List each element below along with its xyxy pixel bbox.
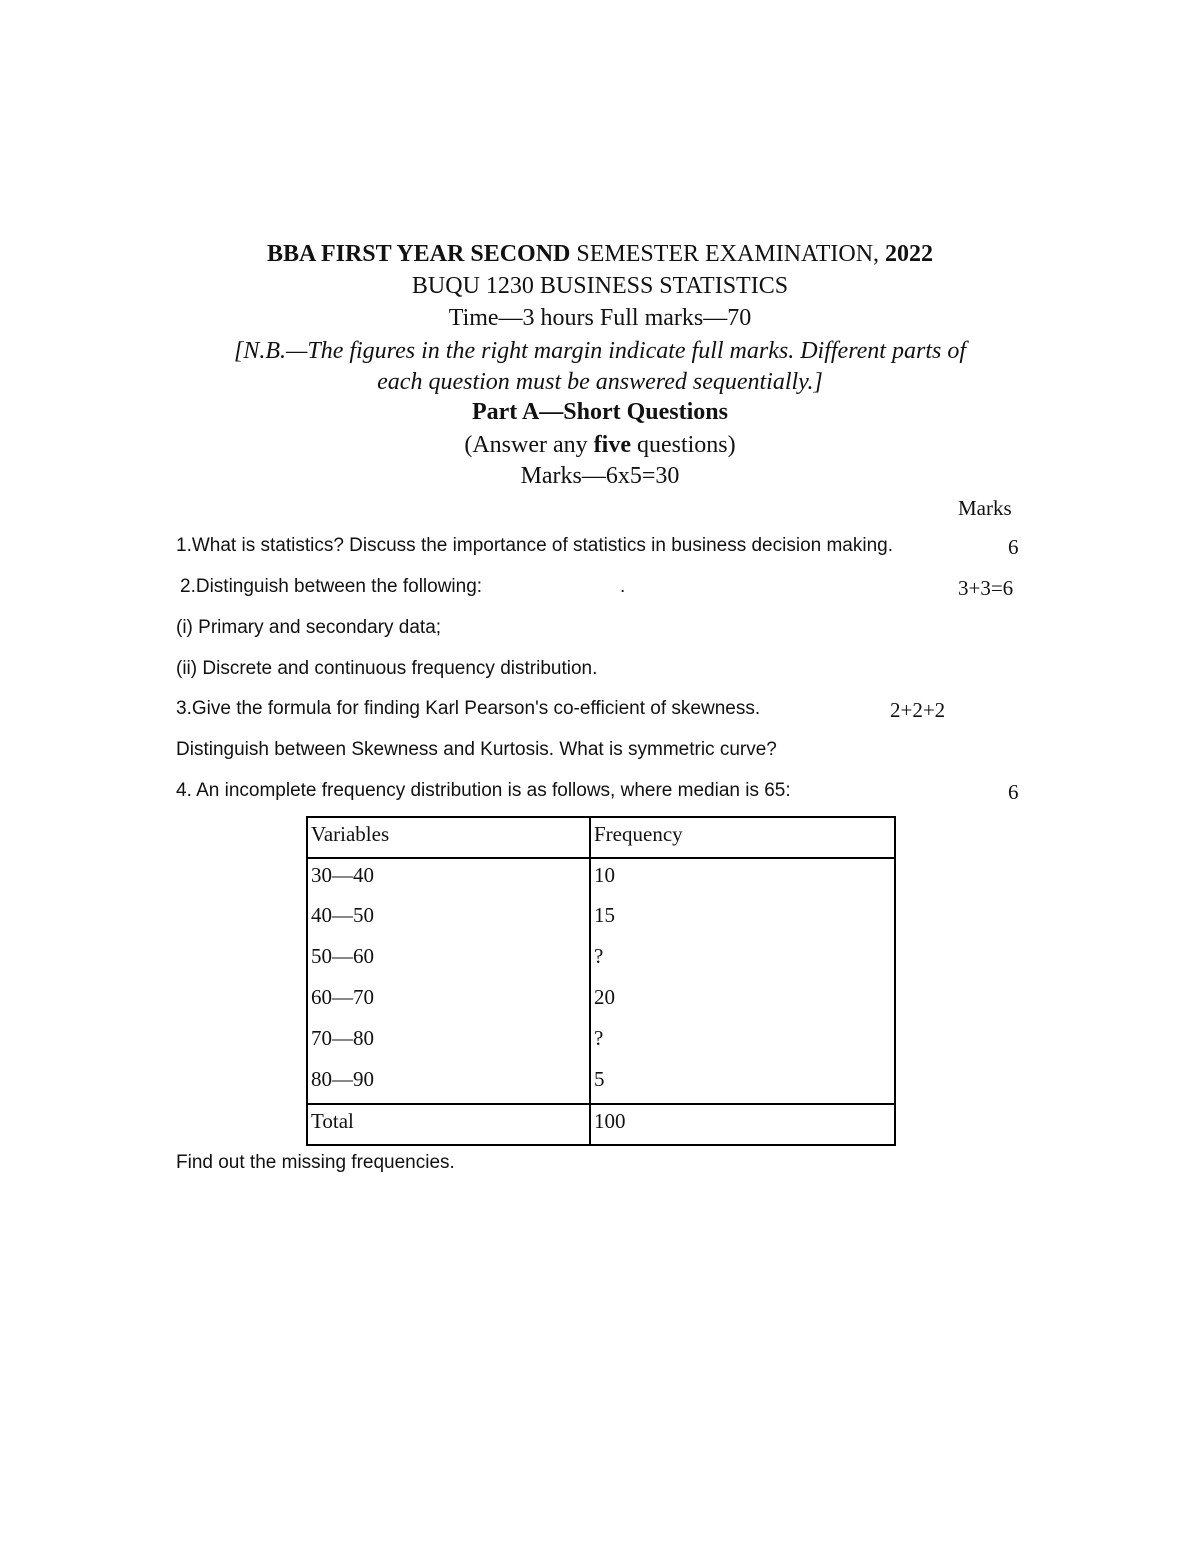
- question-2: 2.Distinguish between the following:: [180, 576, 483, 597]
- table-total-row: [307, 1104, 895, 1145]
- table-cell-variable: 50—60: [307, 940, 590, 981]
- question-3: 3.Give the formula for finding Karl Pearson's co-efficient of skewness.: [176, 698, 761, 719]
- answer-post: questions): [630, 432, 736, 458]
- table-cell-frequency: ?: [590, 1022, 895, 1063]
- part-heading: Part A—Short Questions: [471, 399, 728, 425]
- table-cell-frequency: 5: [590, 1063, 895, 1104]
- question-1-marks: 6: [1008, 535, 1019, 559]
- question-2-sub-2: (ii) Discrete and continuous frequency distribution.: [176, 658, 598, 679]
- table-header-variables: Variables: [307, 817, 590, 858]
- table-total-label: Total: [307, 1104, 590, 1145]
- table-cell-variable: 70—80: [307, 1022, 590, 1063]
- marks-total: Marks—6x5=30: [520, 463, 680, 489]
- table-cell-variable: 60—70: [307, 981, 590, 1022]
- table-cell-variable: 80—90: [307, 1063, 590, 1104]
- question-2-dot: .: [620, 576, 626, 597]
- marks-heading: Marks: [958, 496, 1012, 520]
- course-title: BUQU 1230 BUSINESS STATISTICS: [411, 273, 789, 299]
- question-3-line-2: Distinguish between Skewness and Kurtosis. What is symmetric curve?: [176, 739, 777, 760]
- answer-bold: five: [593, 432, 631, 458]
- table-cell-variable: 40—50: [307, 899, 590, 940]
- question-4-marks: 6: [1008, 780, 1019, 804]
- exam-title-plain: SEMESTER EXAMINATION,: [570, 241, 886, 267]
- table-row: [307, 1063, 895, 1104]
- table-row: [307, 981, 895, 1022]
- time-marks: Time—3 hours Full marks—70: [448, 305, 752, 331]
- table-header-frequency: Frequency: [590, 817, 895, 858]
- table-cell-frequency: ?: [590, 940, 895, 981]
- table-total-value: 100: [590, 1104, 895, 1145]
- table-cell-variable: 30—40: [307, 858, 590, 899]
- question-2-marks: 3+3=6: [958, 576, 1014, 600]
- question-4-footer: Find out the missing frequencies.: [176, 1152, 455, 1173]
- table-row: [307, 940, 895, 981]
- nb-note-line-2: each question must be answered sequentially.]: [377, 369, 823, 395]
- table-header-row: [307, 817, 895, 858]
- exam-title: [0, 241, 1200, 268]
- table-cell-frequency: 15: [590, 899, 895, 940]
- exam-title-bold-1: BBA FIRST YEAR SECOND: [266, 241, 571, 267]
- table-row: [307, 1022, 895, 1063]
- question-2-sub-1: (i) Primary and secondary data;: [176, 617, 442, 638]
- nb-note-line-1: [N.B.—The figures in the right margin indicate full marks. Different parts of: [234, 338, 966, 364]
- table-cell-frequency: 10: [590, 858, 895, 899]
- question-3-marks: 2+2+2: [890, 698, 946, 722]
- answer-pre: (Answer any: [464, 432, 594, 458]
- table-row: [307, 858, 895, 899]
- question-1: 1.What is statistics? Discuss the importance of statistics in business decision making.: [176, 535, 894, 556]
- frequency-table: [306, 816, 896, 1146]
- table-row: [307, 899, 895, 940]
- table-cell-frequency: 20: [590, 981, 895, 1022]
- question-4: 4. An incomplete frequency distribution is as follows, where median is 65:: [176, 780, 791, 801]
- exam-title-bold-2: 2022: [885, 241, 934, 267]
- answer-instruction: [0, 432, 1200, 459]
